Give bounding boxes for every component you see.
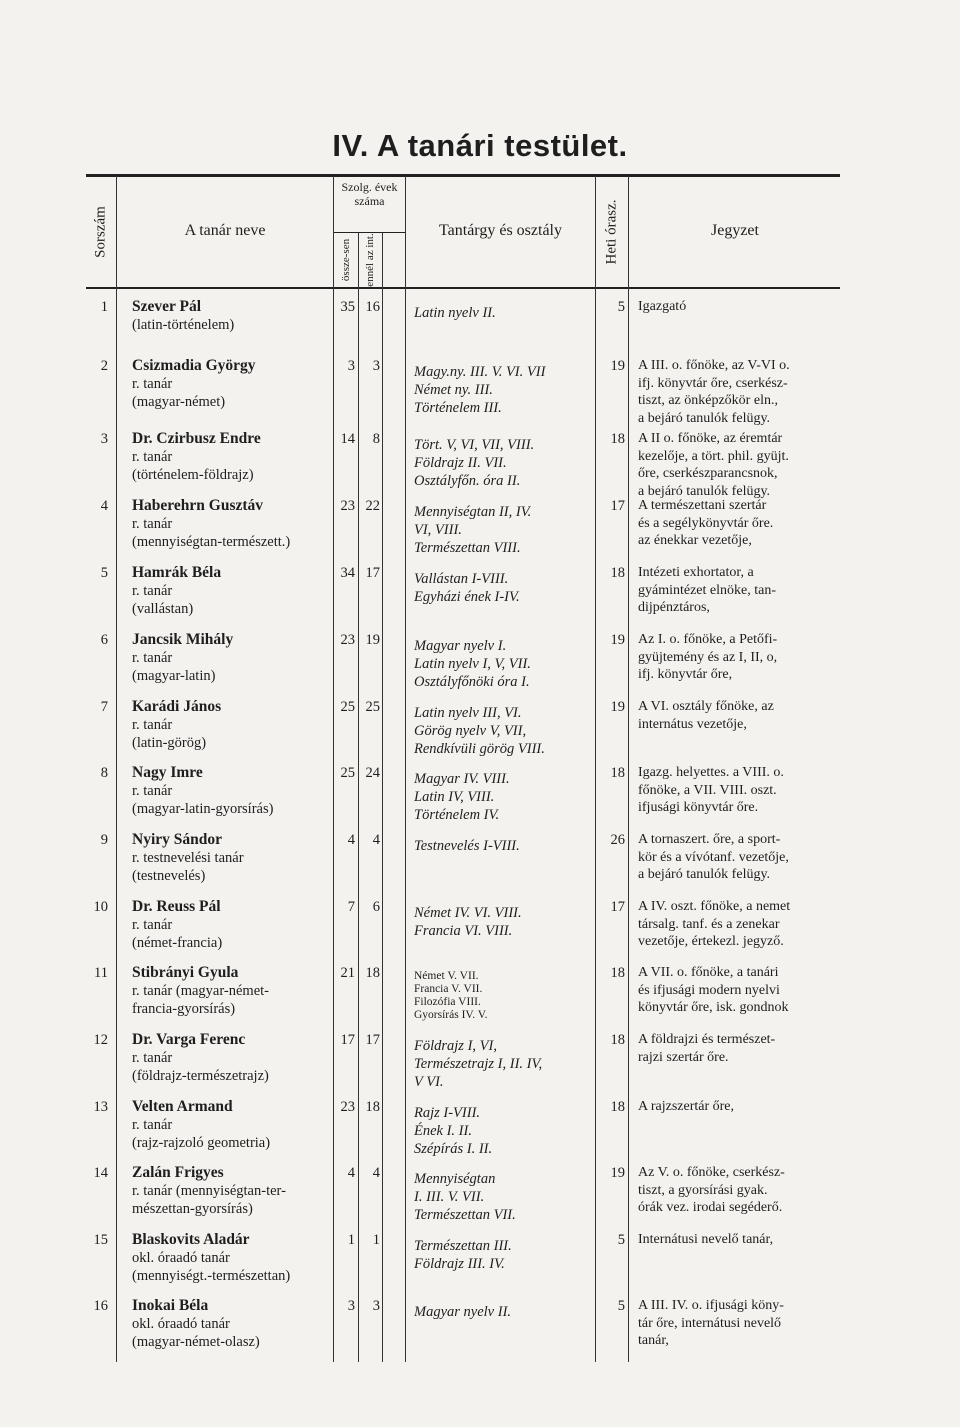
note-line: vezetője, értekezl. jegyző. xyxy=(638,934,784,949)
years-here: 16 xyxy=(365,299,380,315)
years-total: 23 xyxy=(340,498,355,514)
col-divider-5 xyxy=(405,176,406,1362)
weekly-hours: 17 xyxy=(610,899,625,915)
teacher-detail: r. tanár xyxy=(132,376,173,392)
row-number: 6 xyxy=(100,632,108,648)
note-line: órák vez. irodai segéderő. xyxy=(638,1200,783,1215)
teacher-detail: (német-francia) xyxy=(132,935,223,951)
subject-line: Latin nyelv I, V, VII. xyxy=(414,656,531,672)
teacher-name: Dr. Varga Ferenc xyxy=(132,1031,246,1048)
note-line: őre, cserkészparancsnok, xyxy=(638,466,778,481)
teacher-name: Jancsik Mihály xyxy=(132,631,234,648)
subject-line: Rendkívüli görög VIII. xyxy=(414,741,545,757)
row-number: 15 xyxy=(93,1232,108,1248)
teacher-detail: r. tanár xyxy=(132,717,173,733)
row-number: 5 xyxy=(100,565,108,581)
row-number: 9 xyxy=(100,832,108,848)
teacher-name: Blaskovits Aladár xyxy=(132,1231,250,1248)
years-total: 17 xyxy=(340,1032,355,1048)
years-total: 23 xyxy=(340,632,355,648)
subject-line: Természettan VIII. xyxy=(414,540,521,556)
note-line: könyvtár őre, isk. gondnok xyxy=(638,1000,789,1015)
row-number: 11 xyxy=(94,965,108,981)
teacher-detail: (magyar-német) xyxy=(132,394,226,410)
note-line: kezelője, a tört. phil. gyüjt. xyxy=(638,448,789,464)
subject-line: Földrajz III. IV. xyxy=(414,1256,505,1272)
note-line: tár őre, internátusi nevelő xyxy=(638,1315,782,1331)
years-total: 1 xyxy=(347,1232,355,1248)
subject-line: Magyar nyelv II. xyxy=(414,1304,512,1320)
note-line: Igazg. helyettes. a VIII. o. xyxy=(638,765,784,780)
header-tantargy: Tantárgy és osztály xyxy=(439,222,562,239)
note-line: Az I. o. főnöke, a Petőfi- xyxy=(638,632,778,647)
row-number: 10 xyxy=(93,899,108,915)
teacher-detail: (latin-görög) xyxy=(132,735,207,751)
teacher-name: Stibrányi Gyula xyxy=(132,964,239,981)
header-tanar-neve: A tanár neve xyxy=(184,222,266,239)
subject-line: Szépírás I. II. xyxy=(414,1141,493,1157)
years-total: 35 xyxy=(340,299,355,315)
years-here: 3 xyxy=(372,358,380,374)
teacher-detail: r. tanár xyxy=(132,449,173,465)
weekly-hours: 19 xyxy=(610,632,625,648)
teacher-detail: r. tanár xyxy=(132,516,173,532)
years-total: 21 xyxy=(340,965,355,981)
weekly-hours: 5 xyxy=(617,299,625,315)
teacher-detail: r. tanár xyxy=(132,1050,173,1066)
years-total: 4 xyxy=(347,832,355,848)
years-here: 4 xyxy=(372,832,380,848)
col-divider-7 xyxy=(628,176,629,1362)
weekly-hours: 5 xyxy=(617,1232,625,1248)
subject-line: Tört. V, VI, VII, VIII. xyxy=(414,437,535,453)
header-bottom-rule xyxy=(86,287,840,289)
weekly-hours: 18 xyxy=(610,965,625,981)
teacher-detail: r. tanár xyxy=(132,650,173,666)
header-szolg-evek: Szolg. évek száma xyxy=(341,180,398,208)
teacher-detail: (magyar-német-olasz) xyxy=(132,1334,260,1350)
note-line: A II o. főnöke, az éremtár xyxy=(638,431,783,446)
note-line: gyüjtemény és az I, II, o, xyxy=(638,649,778,665)
teacher-name: Hamrák Béla xyxy=(132,564,222,581)
subject-line: Magyar nyelv I. xyxy=(414,638,507,654)
teacher-detail: francia-gyorsírás) xyxy=(132,1001,236,1017)
row-number: 12 xyxy=(93,1032,108,1048)
header-sorszam: Sorszám xyxy=(92,206,109,258)
row-number: 14 xyxy=(93,1165,108,1181)
weekly-hours: 18 xyxy=(610,1099,625,1115)
subject-line: Magyar IV. VIII. xyxy=(414,771,510,787)
subject-line: Gyorsírás IV. V. xyxy=(414,1009,488,1021)
subject-line: Ének I. II. xyxy=(414,1123,472,1139)
subject-line: Természettan III. xyxy=(414,1238,512,1254)
note-line: Internátusi nevelő tanár, xyxy=(638,1232,774,1247)
note-line: az énekkar vezetője, xyxy=(638,533,752,548)
teacher-detail: r. testnevelési tanár xyxy=(132,850,244,866)
subject-line: Német IV. VI. VIII. xyxy=(414,905,522,921)
teacher-detail: (testnevelés) xyxy=(132,868,206,884)
subject-line: Testnevelés I-VIII. xyxy=(414,838,520,854)
years-total: 25 xyxy=(340,765,355,781)
note-line: kör és a vívótanf. vezetője, xyxy=(638,849,789,865)
row-number: 8 xyxy=(100,765,108,781)
subject-line: Latin nyelv III, VI. xyxy=(414,705,522,721)
teacher-detail: (vallástan) xyxy=(132,601,194,617)
weekly-hours: 19 xyxy=(610,1165,625,1181)
years-total: 4 xyxy=(347,1165,355,1181)
row-number: 4 xyxy=(100,498,108,514)
note-line: a bejáró tanulók felügy. xyxy=(638,867,771,882)
teacher-detail: (magyar-latin-gyorsírás) xyxy=(132,801,274,817)
subject-line: Francia VI. VIII. xyxy=(414,923,513,939)
subject-line: Mennyiségtan xyxy=(414,1171,496,1187)
teacher-detail: r. tanár (magyar-német- xyxy=(132,983,269,999)
years-here: 8 xyxy=(372,431,380,447)
teacher-name: Karádi János xyxy=(132,698,222,715)
note-line: A III. IV. o. ifjusági köny- xyxy=(638,1298,784,1313)
note-line: gyámintézet elnöke, tan- xyxy=(638,582,776,598)
teacher-detail: r. tanár xyxy=(132,783,173,799)
subject-line: I. III. V. VII. xyxy=(414,1189,485,1205)
note-line: a bejáró tanulók felügy. xyxy=(638,483,771,499)
subject-line: Földrajz I, VI, xyxy=(414,1038,497,1054)
subject-line: Vallástan I-VIII. xyxy=(414,571,509,587)
years-total: 3 xyxy=(347,1298,355,1314)
teacher-detail: okl. óraadó tanár xyxy=(132,1250,230,1266)
note-line: tiszt, a gyorsírási gyak. xyxy=(638,1182,768,1198)
header-osszesen: össze-sen xyxy=(340,238,352,282)
weekly-hours: 19 xyxy=(610,358,625,374)
note-line: tanár, xyxy=(638,1333,669,1348)
row-number: 1 xyxy=(100,299,108,315)
years-total: 34 xyxy=(340,565,355,581)
note-line: Igazgató xyxy=(638,299,687,314)
subject-line: Mennyiségtan II, IV. xyxy=(414,504,532,520)
teacher-detail: (rajz-rajzoló geometria) xyxy=(132,1135,271,1151)
subject-line: Egyházi ének I-IV. xyxy=(414,589,520,605)
teacher-name: Inokai Béla xyxy=(132,1297,209,1314)
note-line: A földrajzi és természet- xyxy=(638,1032,776,1047)
note-line: ifj. könyvtár őre, xyxy=(638,667,733,682)
teacher-name: Haberehrn Gusztáv xyxy=(132,497,264,514)
col-divider-3 xyxy=(358,233,359,1362)
page-title: IV. A tanári testület. xyxy=(332,128,628,163)
years-here: 3 xyxy=(372,1298,380,1314)
years-total: 25 xyxy=(340,699,355,715)
years-total: 14 xyxy=(340,431,355,447)
years-here: 22 xyxy=(365,498,380,514)
years-here: 25 xyxy=(365,699,380,715)
years-here: 18 xyxy=(365,965,380,981)
note-line: A IV. oszt. főnöke, a nemet xyxy=(638,899,791,914)
note-line: A VI. osztály főnöke, az xyxy=(638,699,774,714)
weekly-hours: 17 xyxy=(610,498,625,514)
row-number: 3 xyxy=(100,431,108,447)
years-here: 1 xyxy=(372,1232,380,1248)
teacher-name: Zalán Frigyes xyxy=(132,1164,224,1181)
subject-line: Filozófia VIII. xyxy=(414,996,481,1008)
teacher-detail: r. tanár (mennyiségtan-ter- xyxy=(132,1183,286,1199)
years-here: 19 xyxy=(365,632,380,648)
years-total: 7 xyxy=(347,899,355,915)
subject-line: Német V. VII. xyxy=(414,970,479,982)
teacher-name: Dr. Czirbusz Endre xyxy=(132,430,261,447)
note-line: A VII. o. főnöke, a tanári xyxy=(638,965,779,980)
weekly-hours: 19 xyxy=(610,699,625,715)
header-top-rule xyxy=(86,174,840,177)
note-line: Intézeti exhortator, a xyxy=(638,565,754,580)
years-here: 24 xyxy=(365,765,380,781)
note-line: A III. o. főnöke, az V-VI o. xyxy=(638,358,790,373)
teacher-name: Nagy Imre xyxy=(132,764,203,781)
weekly-hours: 18 xyxy=(610,431,625,447)
note-line: társalg. tanf. és a zenekar xyxy=(638,916,780,932)
weekly-hours: 5 xyxy=(617,1298,625,1314)
subject-line: VI, VIII. xyxy=(414,522,462,538)
note-line: dijpénztáros, xyxy=(638,600,710,615)
note-line: tiszt, az önképzőkör eln., xyxy=(638,393,778,408)
subject-line: Rajz I-VIII. xyxy=(414,1105,481,1121)
note-line: és a segélykönyvtár őre. xyxy=(638,515,774,531)
years-here: 18 xyxy=(365,1099,380,1115)
teacher-detail: (latin-történelem) xyxy=(132,317,235,333)
subject-line: V VI. xyxy=(414,1074,444,1090)
weekly-hours: 26 xyxy=(610,832,625,848)
subject-line: Görög nyelv V, VII, xyxy=(414,723,527,739)
row-number: 7 xyxy=(100,699,108,715)
teacher-detail: (mennyiségt.-természettan) xyxy=(132,1268,291,1284)
subject-line: Magy.ny. III. V. VI. VII xyxy=(414,364,546,380)
weekly-hours: 18 xyxy=(610,565,625,581)
subject-line: Német ny. III. xyxy=(414,382,493,398)
note-line: Az V. o. főnöke, cserkész- xyxy=(638,1165,785,1180)
years-total: 23 xyxy=(340,1099,355,1115)
subject-line: Osztályfőnöki óra I. xyxy=(414,674,530,690)
teacher-detail: (mennyiségtan-természett.) xyxy=(132,534,291,550)
subject-line: Latin IV, VIII. xyxy=(414,789,495,805)
row-number: 2 xyxy=(100,358,108,374)
teacher-name: Nyiry Sándor xyxy=(132,831,222,848)
teacher-detail: r. tanár xyxy=(132,1117,173,1133)
teacher-name: Velten Armand xyxy=(132,1098,233,1115)
teacher-name: Dr. Reuss Pál xyxy=(132,898,221,915)
teacher-detail: mészettan-gyorsírás) xyxy=(132,1201,253,1217)
weekly-hours: 18 xyxy=(610,765,625,781)
teacher-detail: (történelem-földrajz) xyxy=(132,467,254,483)
teacher-detail: (földrajz-természetrajz) xyxy=(132,1068,269,1084)
years-here: 4 xyxy=(372,1165,380,1181)
teacher-detail: (magyar-latin) xyxy=(132,668,216,684)
note-line: A rajzszertár őre, xyxy=(638,1099,734,1114)
subject-line: Természettan VII. xyxy=(414,1207,516,1223)
note-line: ifj. könyvtár őre, cserkész- xyxy=(638,375,788,391)
note-line: és ifjusági modern nyelvi xyxy=(638,982,780,998)
header-ennel: ennél az int. xyxy=(364,233,376,287)
note-line: főnöke, a VII. VIII. oszt. xyxy=(638,782,777,798)
subject-line: Történelem III. xyxy=(414,400,502,416)
header-jegyzet: Jegyzet xyxy=(711,222,759,239)
note-line: A természettani szertár xyxy=(638,498,767,513)
weekly-hours: 18 xyxy=(610,1032,625,1048)
note-line: A tornaszert. őre, a sport- xyxy=(638,832,781,847)
subject-line: Természetrajz I, II. IV, xyxy=(414,1056,543,1072)
subject-line: Földrajz II. VII. xyxy=(414,455,507,471)
teacher-detail: r. tanár xyxy=(132,917,173,933)
note-line: internátus vezetője, xyxy=(638,716,747,732)
note-line: a bejáró tanulók felügy. xyxy=(638,410,771,426)
col-divider-1 xyxy=(116,176,117,1362)
years-here: 6 xyxy=(372,899,380,915)
teacher-detail: okl. óraadó tanár xyxy=(132,1316,230,1332)
years-total: 3 xyxy=(347,358,355,374)
subject-line: Osztályfőn. óra II. xyxy=(414,473,521,489)
note-line: rajzi szertár őre. xyxy=(638,1049,729,1065)
row-number: 16 xyxy=(93,1298,108,1314)
subject-line: Latin nyelv II. xyxy=(414,305,496,321)
subject-line: Történelem IV. xyxy=(414,807,500,823)
years-here: 17 xyxy=(365,1032,380,1048)
note-line: ifjusági könyvtár őre. xyxy=(638,800,759,815)
years-here: 17 xyxy=(365,565,380,581)
teacher-detail: r. tanár xyxy=(132,583,173,599)
row-number: 13 xyxy=(93,1099,108,1115)
teacher-name: Csizmadia György xyxy=(132,357,256,374)
col-divider-4 xyxy=(382,233,383,1362)
subject-line: Francia V. VII. xyxy=(414,983,483,995)
teacher-name: Szever Pál xyxy=(132,298,202,315)
header-heti-orasz: Heti órasz. xyxy=(603,199,620,265)
